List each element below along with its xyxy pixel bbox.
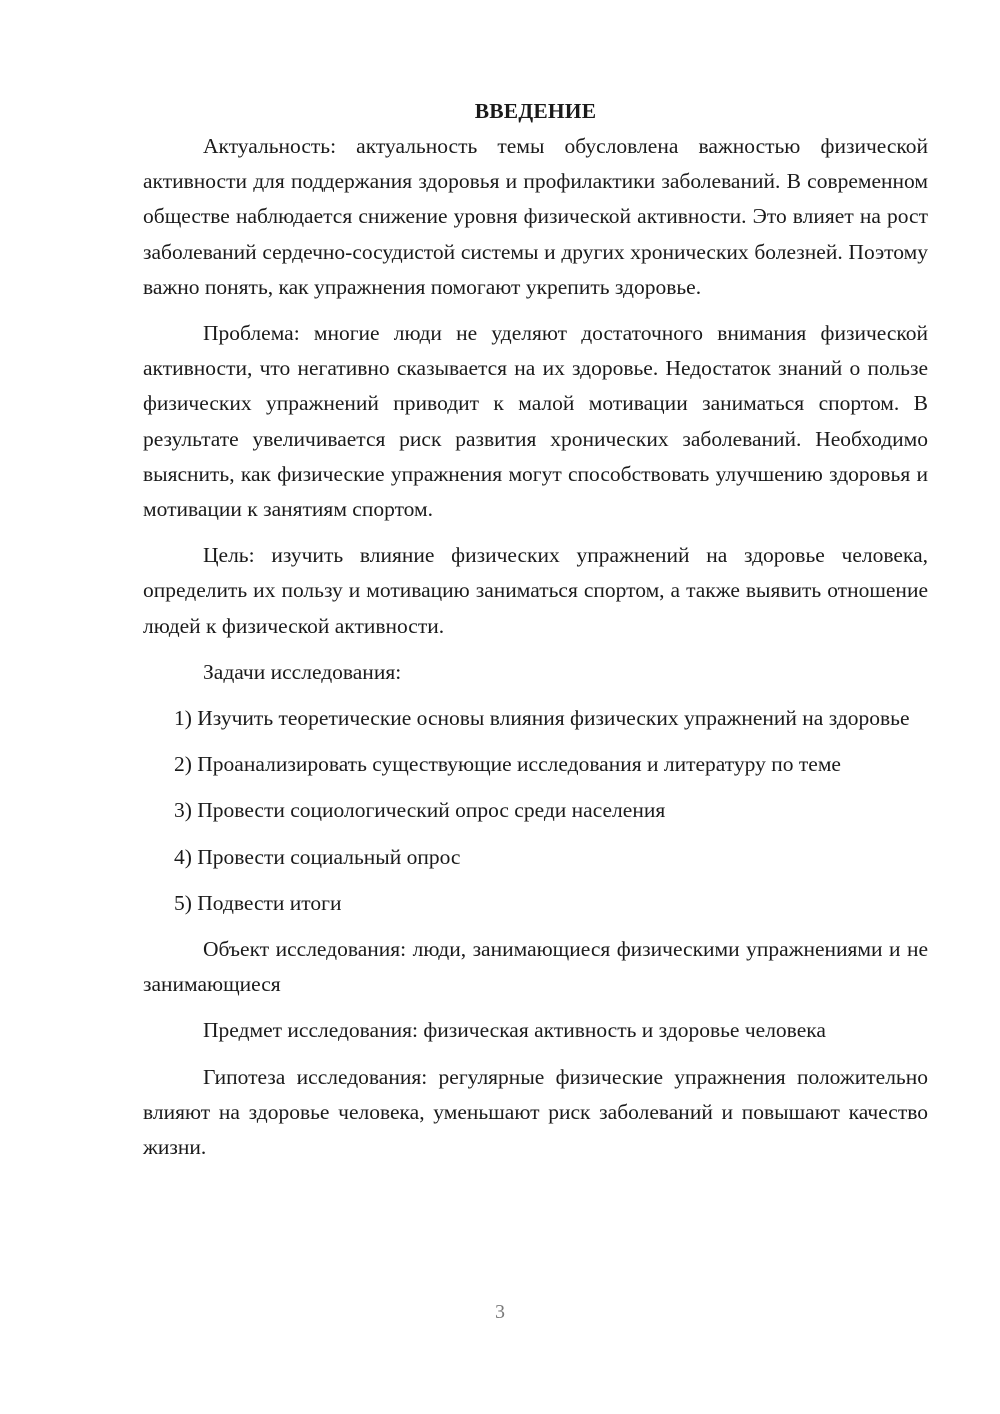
object-paragraph: Объект исследования: люди, занимающиеся физическими упражнениями и не занимающиеся (143, 937, 928, 997)
subject-paragraph: Предмет исследования: физическая активность и здоровье человека (203, 1018, 826, 1043)
document-page (143, 94, 928, 1165)
page-number: 3 (495, 1301, 505, 1323)
goal-paragraph: Цель: изучить влияние физических упражнений на здоровье человека, определить их пользу и мотивацию заниматься спортом, а также выявить отношение людей к физической активности. (143, 543, 928, 638)
task-item-1: 1) Изучить теоретические основы влияния физических упражнений на здоровье (174, 706, 910, 731)
task-item-3: 3) Провести социологический опрос среди населения (174, 798, 666, 823)
task-item-5: 5) Подвести итоги (174, 890, 342, 915)
task-item-2: 2) Проанализировать существующие исследования и литературу по теме (174, 752, 841, 777)
tasks-heading: Задачи исследования: (203, 659, 402, 684)
problem-paragraph: Проблема: многие люди не уделяют достаточного внимания физической активности, что негативно сказывается на их здоровье. Недостаток знаний о пользе физических упражнений приводит к малой мотивации заниматься спортом. В результате увеличивается риск развития хронических заболеваний. Необходимо выяснить, как физические упражнения могут способствовать улучшению здоровья и мотивации к занятиям спортом. (143, 321, 928, 522)
task-item-4: 4) Провести социальный опрос (174, 844, 461, 869)
relevance-paragraph: Актуальность: актуальность темы обусловлена важностью физической активности для поддержания здоровья и профилактики заболеваний. В современном обществе наблюдается снижение уровня физической активности. Это влияет на рост заболеваний сердечно-сосудистой системы и других хронических болезней. Поэтому важно понять, как упражнения помогают укрепить здоровье. (143, 134, 928, 299)
page-title: ВВЕДЕНИЕ (474, 99, 597, 123)
hypothesis-paragraph: Гипотеза исследования: регулярные физические упражнения положительно влияют на здоровье человека, уменьшают риск заболеваний и повышают качество жизни. (143, 1064, 928, 1160)
